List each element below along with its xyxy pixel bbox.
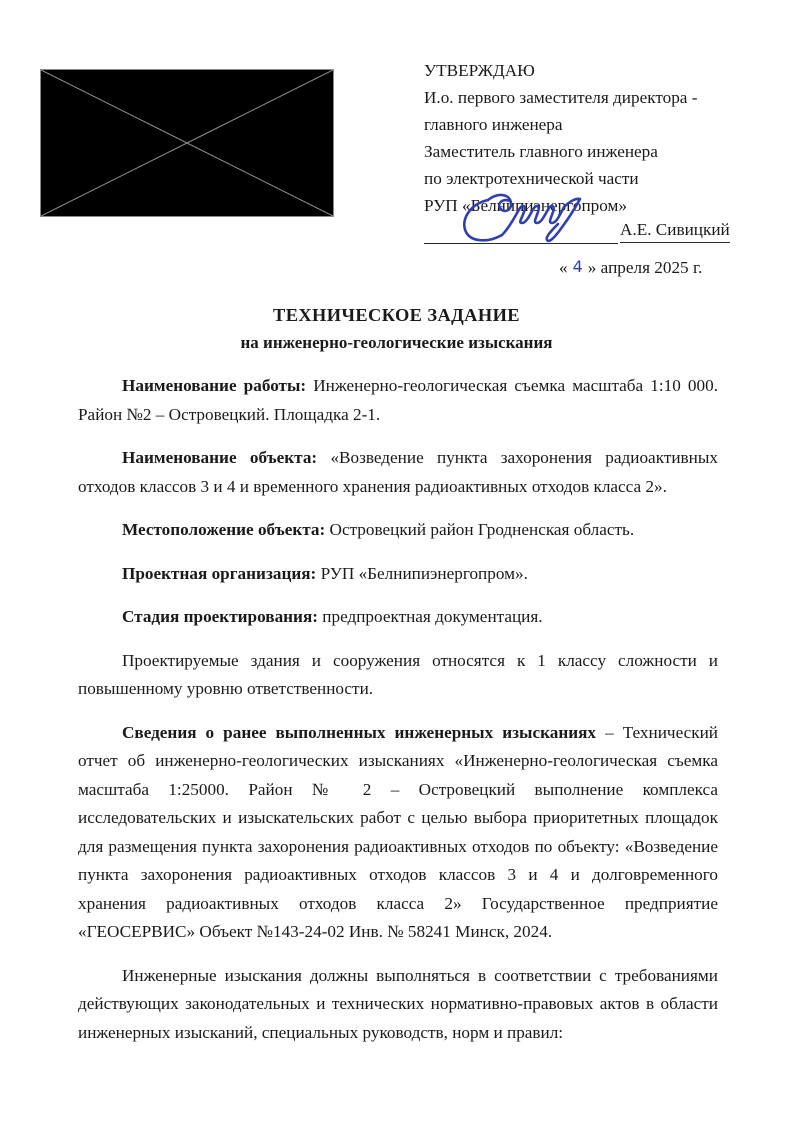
paragraph-object-name: [78, 444, 718, 501]
paragraph-complexity-class: [78, 647, 718, 704]
signature-rule: [424, 243, 618, 244]
placeholder-cross-icon: [41, 70, 333, 216]
paragraph-text: Проектируемые здания и сооружения относятся к 1 классу сложности и повышенному уровню ответственности.: [78, 650, 718, 698]
paragraph-object-location: [78, 516, 718, 545]
approval-line-position-3: Заместитель главного инженера: [424, 142, 658, 161]
approval-line-position-2: главного инженера: [424, 115, 563, 134]
approval-line-heading: УТВЕРЖДАЮ: [424, 61, 535, 80]
paragraph-text: предпроектная документация.: [318, 607, 543, 626]
approval-line-organization: РУП «Белнипиэнергопром»: [424, 196, 628, 215]
paragraph-text: РУП «Белнипиэнергопром».: [316, 563, 528, 583]
signature-row: [424, 212, 744, 250]
paragraph-text: «Возведение пункта захоронения радиоактивных отходов классов 3 и 4 и временного хранения радиоактивных отходов класса 2».: [78, 448, 718, 496]
paragraph-label: Наименование объекта:: [122, 448, 318, 467]
handwritten-day-value: 4: [572, 257, 583, 276]
date-suffix: » апреля 2025 г.: [587, 258, 703, 277]
logo-image-placeholder: [40, 69, 334, 217]
paragraph-previous-surveys: [78, 719, 718, 947]
paragraph-text: Инженерно-геологическая съемка масштаба 1:10 000. Район №2 – Островецкий. Площадка 2-1.: [78, 376, 718, 424]
approval-line-position-4: по электротехнической части: [424, 169, 639, 188]
paragraph-label: Местоположение объекта:: [122, 520, 326, 539]
approval-line-position-1: И.о. первого заместителя директора -: [424, 88, 698, 107]
paragraph-label: Проектная организация:: [122, 563, 317, 583]
paragraph-text: Инженерные изыскания должны выполняться в соответствии с требованиями действующих законодательных и технических нормативно-правовых актов в области инженерных изысканий, специальных руководств, норм и правил:: [78, 965, 718, 1042]
date-prefix: «: [559, 258, 568, 277]
document-title-block: [0, 305, 793, 353]
document-title: ТЕХНИЧЕСКОЕ ЗАДАНИЕ: [273, 305, 520, 325]
paragraph-work-name: [78, 372, 718, 429]
signature-date: [559, 258, 702, 278]
paragraph-design-stage: [78, 603, 718, 632]
paragraph-label: Стадия проектирования:: [122, 607, 318, 626]
document-body: [78, 372, 718, 1047]
paragraph-regulatory-compliance: [78, 962, 718, 1048]
signatory-name: А.Е. Сивицкий: [620, 220, 730, 243]
paragraph-label: Наименование работы:: [122, 376, 307, 395]
signature-area: [424, 212, 744, 277]
paragraph-design-organization: [78, 560, 718, 589]
paragraph-text: – Технический отчет об инженерно-геологических изысканиях «Инженерно-геологическая съемка масштаба 1:25000. Район № 2 – Островецкий выполнение комплекса исследовательских и изыскательских работ с целью выбора приоритетных площадок для размещения пункта захоронения радиоактивных отходов по объекту: «Возведение пункта захоронения радиоактивных отходов классов 3 и 4 и долговременного хранения радиоактивных отходов класса 2» Государственное предприятие «ГЕОСЕРВИС» Объект №143-24-02 Инв. № 58241 Минск, 2024.: [78, 722, 718, 941]
paragraph-text: Островецкий район Гродненская область.: [325, 520, 635, 539]
approval-block: [424, 57, 744, 219]
paragraph-label: Сведения о ранее выполненных инженерных изысканиях: [122, 722, 597, 742]
document-subtitle: на инженерно-геологические изыскания: [240, 333, 553, 352]
